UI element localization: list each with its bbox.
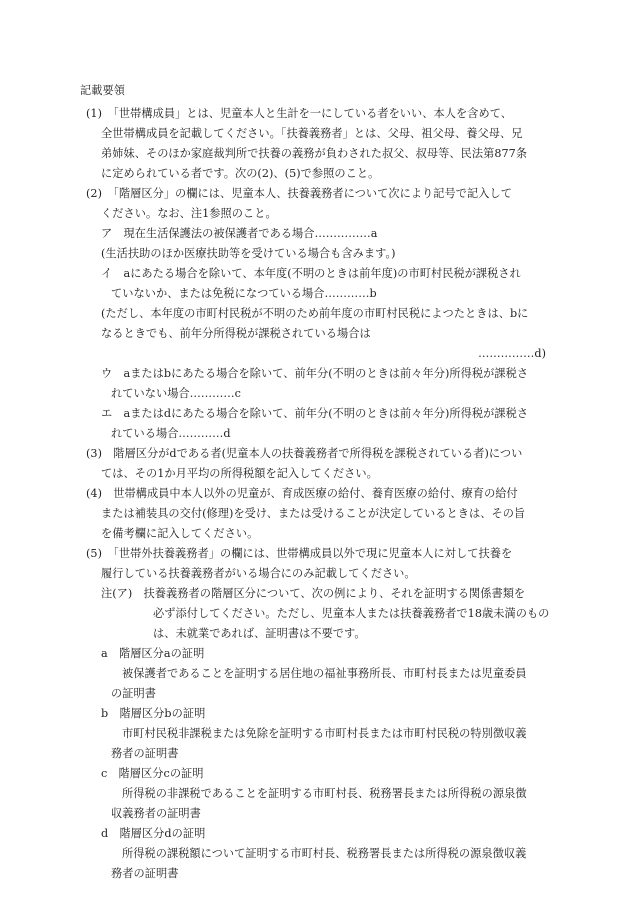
text-line: (1) 「世帯構成員」とは、児童本人と生計を一にしている者をいい、本人を含めて、 bbox=[86, 107, 512, 120]
text-line: エ aまたはdにあたる場合を除いて、前年分(不明のときは前々年分)所得税が課税さ bbox=[101, 407, 529, 420]
text-line: を備考欄に記入してください。 bbox=[101, 527, 259, 540]
text-line: d 階層区分dの証明 bbox=[101, 827, 206, 840]
text-line: (ただし、本年度の市町村民税が不明のため前年度の市町村民税によつたときは、bに bbox=[101, 307, 529, 320]
text-line: (2) 「階層区分」の欄には、児童本人、扶養義務者について次により記号で記入して bbox=[86, 187, 512, 200]
text-line: (3) 階層区分がdである者(児童本人の扶養義務者で所得税を課税されている者)につい bbox=[86, 447, 523, 460]
text-line: 市町村民税非課税または免除を証明する市町村長または市町村民税の特別徴収義 bbox=[122, 727, 527, 740]
text-line: れている場合…………d bbox=[111, 427, 231, 440]
text-line: ……………d) bbox=[478, 347, 546, 360]
text-line: 必ず添付してください。ただし、児童本人または扶養義務者で18歳未満のもの bbox=[153, 607, 550, 620]
text-line: イ aにあたる場合を除いて、本年度(不明のときは前年度)の市町村民税が課税され bbox=[101, 267, 521, 280]
text-line: れていない場合…………c bbox=[111, 387, 241, 400]
text-line: または補装具の交付(修理)を受け、または受けることが決定しているときは、その旨 bbox=[101, 507, 526, 520]
text-line: ア 現在生活保護法の被保護者である場合……………a bbox=[101, 227, 378, 240]
text-line: c 階層区分cの証明 bbox=[101, 767, 204, 780]
text-line: (生活扶助のほか医療扶助等を受けている場合も含みます。) bbox=[101, 247, 396, 260]
text-line: 弟姉妹、そのほか家庭裁判所で扶養の義務が負わされた叔父、叔母等、民法第877条 bbox=[101, 147, 528, 160]
text-line: 務者の証明書 bbox=[111, 867, 179, 880]
text-line: の証明書 bbox=[111, 687, 156, 700]
text-line: ウ aまたはbにあたる場合を除いて、前年分(不明のときは前々年分)所得税が課税さ bbox=[101, 367, 529, 380]
page-heading: 記載要領 bbox=[80, 84, 125, 97]
text-line: (5) 「世帯外扶養義務者」の欄には、世帯構成員以外で現に児童本人に対して扶養を bbox=[86, 547, 513, 560]
text-line: に定められている者です。次の(2)、(5)で参照のこと。 bbox=[101, 167, 380, 180]
text-line: 履行している扶養義務者がいる場合にのみ記載してください。 bbox=[101, 567, 416, 580]
text-line: 被保護者であることを証明する居住地の福祉事務所長、市町村長または児童委員 bbox=[122, 667, 527, 680]
text-line: は、未就業であれば、証明書は不要です。 bbox=[153, 627, 366, 640]
text-line: (4) 世帯構成員中本人以外の児童が、育成医療の給付、養育医療の給付、療育の給付 bbox=[86, 487, 518, 500]
text-line: 務者の証明書 bbox=[111, 747, 179, 760]
text-line: a 階層区分aの証明 bbox=[101, 647, 205, 660]
text-line: b 階層区分bの証明 bbox=[101, 707, 206, 720]
text-line: なるときでも、前年分所得税が課税されている場合は bbox=[101, 327, 371, 340]
text-line: ては、その1か月平均の所得税額を記入してください。 bbox=[101, 467, 378, 480]
text-line: ていないか、または免税になつている場合…………b bbox=[111, 287, 377, 300]
text-line: 所得税の課税額について証明する市町村長、税務署長または所得税の源泉徴収義 bbox=[122, 847, 527, 860]
text-line: ください。なお、注1参照のこと。 bbox=[101, 207, 277, 220]
text-line: 注(ア) 扶養義務者の階層区分について、次の例により、それを証明する関係書類を bbox=[101, 587, 526, 600]
text-line: 収義務者の証明書 bbox=[111, 807, 201, 820]
text-line: 全世帯構成員を記載してください。「扶養義務者」とは、父母、祖父母、養父母、兄 bbox=[101, 127, 523, 140]
text-line: 所得税の非課税であることを証明する市町村長、税務署長または所得税の源泉徴 bbox=[122, 787, 527, 800]
